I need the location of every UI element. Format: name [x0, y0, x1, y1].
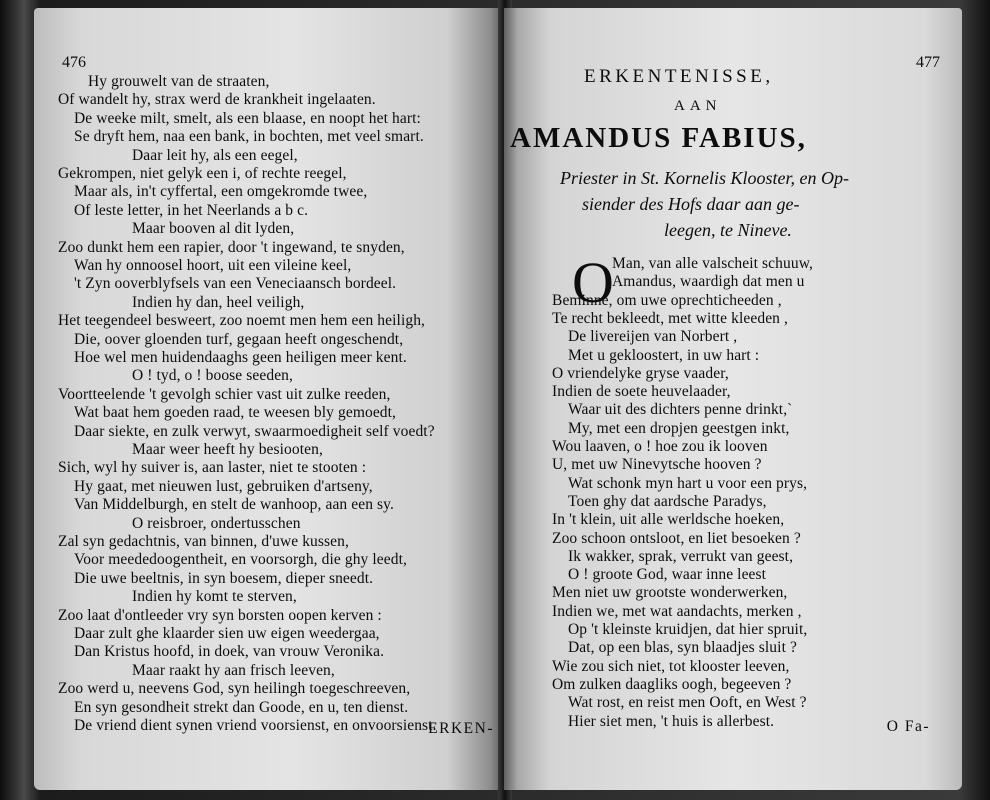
right-verse-line: Men niet uw grootste wonderwerken, — [552, 584, 788, 602]
left-verse-line: Indien hy dan, heel veiligh, — [132, 293, 305, 311]
right-verse-line: Wou laaven, o ! hoe zou ik looven — [552, 438, 768, 455]
right-verse-line: In 't klein, uit alle werldsche hoeken, — [552, 511, 785, 529]
left-verse-line: Die, oover gloenden turf, gegaan heeft ongeschendt, — [74, 330, 404, 348]
left-verse-line: O ! tyd, o ! boose seeden, — [132, 367, 294, 385]
right-page-number: 477 — [916, 54, 940, 71]
heading-erkentenisse: ERKENTENISSE, — [584, 66, 774, 87]
right-verse-line: Toen ghy dat aardsche Paradys, — [568, 492, 767, 510]
right-verse-line: My, met een dropjen geestgen inkt, — [568, 419, 790, 437]
left-verse-line: Het teegendeel besweert, zoo noemt men hem een heiligh, — [58, 312, 426, 330]
right-verse-line: Met u gekloostert, in uw hart : — [568, 346, 760, 364]
left-verse-line: De vriend dient synen vriend voorsienst, en onvoorsienst. — [74, 717, 437, 734]
left-verse-line: Voor meededoogentheit, en voorsorgh, die ghy leedt, — [74, 551, 407, 569]
left-page-number: 476 — [62, 54, 86, 71]
left-verse-line: Wan hy onnoosel hoort, uit een vileine keel, — [74, 257, 352, 274]
left-verse-line: Of wandelt hy, strax werd de krankheit ingelaaten. — [58, 91, 376, 109]
right-verse-line: Dat, op een blas, syn blaadjes sluit ? — [568, 639, 797, 657]
drop-cap: O — [572, 250, 614, 315]
left-verse-line: 't Zyn ooverblyfsels van een Veneciaansch bordeel. — [74, 275, 397, 293]
right-page — [504, 8, 962, 790]
left-verse-line: De weeke milt, smelt, als een blaase, en noopt het hart: — [74, 109, 421, 127]
right-verse-line: De livereijen van Norbert , — [568, 328, 738, 346]
left-verse-line: Van Middelburgh, en stelt de wanhoop, aan een sy. — [74, 496, 394, 514]
heading-amandus-fabius: AMANDUS FABIUS, — [510, 122, 807, 154]
right-catchword: O Fa- — [886, 718, 930, 735]
subtitle-line-2: siender des Hofs daar aan ge- — [582, 194, 800, 214]
left-verse-line: Zoo werd u, neevens God, syn heilingh toegeschreeven, — [58, 680, 411, 698]
right-verse-line: Wie zou sich niet, tot klooster leeven, — [552, 657, 790, 675]
heading-aan: AAN — [674, 98, 722, 114]
left-verse-line: Wat baat hem goeden raad, te weesen bly gemoedt, — [74, 404, 397, 422]
left-verse-line: Zal syn gedachtnis, van binnen, d'uwe kussen, — [58, 533, 349, 550]
subtitle-line-3: leegen, te Nineve. — [664, 220, 792, 240]
left-verse-line: Voortteelende 't gevolgh schier vast uit zulke reeden, — [58, 385, 391, 403]
left-verse-line: Daar siekte, en zulk verwyt, swaarmoedigheit self voedt? — [74, 422, 435, 440]
left-verse-line: Maar weer heeft hy besiooten, — [132, 441, 323, 458]
right-verse-line: Ik wakker, sprak, verrukt van geest, — [568, 547, 794, 565]
subtitle-line-1: Priester in St. Kornelis Klooster, en Op- — [560, 168, 849, 188]
left-verse-line: Indien hy komt te sterven, — [132, 588, 297, 606]
right-verse-line: Zoo schoon ontsloot, en liet besoeken ? — [552, 529, 801, 547]
left-verse-line: O reisbroer, ondertusschen — [132, 514, 301, 532]
right-verse-line: Wat rost, en reist men Ooft, en West ? — [568, 694, 807, 712]
right-verse-line: O vriendelyke gryse vaader, — [552, 364, 729, 382]
right-verse-line: Wat schonk myn hart u voor een prys, — [568, 474, 808, 492]
right-verse-line: U, met uw Ninevytsche hooven ? — [552, 456, 762, 474]
left-verse-line: Die uwe beeltnis, in syn boesem, dieper sneedt. — [74, 569, 374, 587]
right-verse-line: Beminne, om uwe oprechticheeden , — [552, 291, 782, 309]
left-verse-line: Sich, wyl hy suiver is, aan laster, niet te stooten : — [58, 459, 367, 477]
right-verse-line: Te recht bekleedt, met witte kleeden , — [552, 309, 788, 327]
left-page — [34, 8, 504, 790]
left-verse-line: Of leste letter, in het Neerlands a b c. — [74, 201, 309, 219]
left-verse-line: Maar als, in't cyffertal, een omgekromde twee, — [74, 183, 368, 201]
right-verse-line: Op 't kleinste kruidjen, dat hier spruit, — [568, 621, 808, 638]
left-verse-line: Hy grouwelt van de straaten, — [88, 73, 270, 90]
right-verse-line: Waar uit des dichters penne drinkt,` — [568, 401, 793, 419]
left-verse-line: Se dryft hem, naa een bank, in bochten, met veel smart. — [74, 128, 424, 146]
left-catchword: ERKEN- — [428, 720, 494, 737]
left-verse-line: Zoo dunkt hem een rapier, door 't ingewand, te snyden, — [58, 238, 405, 256]
right-verse-line: O ! groote God, waar inne leest — [568, 566, 767, 584]
left-verse-line: Gekrompen, niet gelyk een i, of rechte reegel, — [58, 165, 347, 182]
right-verse-line: Indien we, met wat aandachts, merken , — [552, 602, 802, 620]
right-verse-line: Man, van alle valscheit schuuw, — [612, 255, 813, 272]
left-verse-line: En syn gesondheit strekt dan Goode, en u, ten dienst. — [74, 698, 409, 716]
left-verse-line: Dan Kristus hoofd, in doek, van vrouw Veronika. — [74, 643, 385, 661]
right-verse-line: Indien de soete heuvelaader, — [552, 383, 731, 401]
left-verse-line: Hy gaat, met nieuwen lust, gebruiken d'artseny, — [74, 477, 373, 495]
left-verse-line: Daar zult ghe klaarder sien uw eigen weedergaa, — [74, 625, 380, 642]
left-verse-line: Maar raakt hy aan frisch leeven, — [132, 661, 335, 679]
left-verse-line: Maar booven al dit lyden, — [132, 220, 295, 238]
left-verse-line: Hoe wel men huidendaaghs geen heiligen meer kent. — [74, 349, 407, 366]
left-verse-line: Zoo laat d'ontleeder vry syn borsten oopen kerven : — [58, 606, 382, 624]
right-verse-line: Hier siet men, 't huis is allerbest. — [568, 712, 775, 730]
right-verse-line: Om zulken daagliks oogh, begeeven ? — [552, 675, 792, 693]
left-verse-line: Daar leit hy, als een eegel, — [132, 146, 298, 164]
right-verse-line: Amandus, waardigh dat men u — [612, 273, 805, 291]
